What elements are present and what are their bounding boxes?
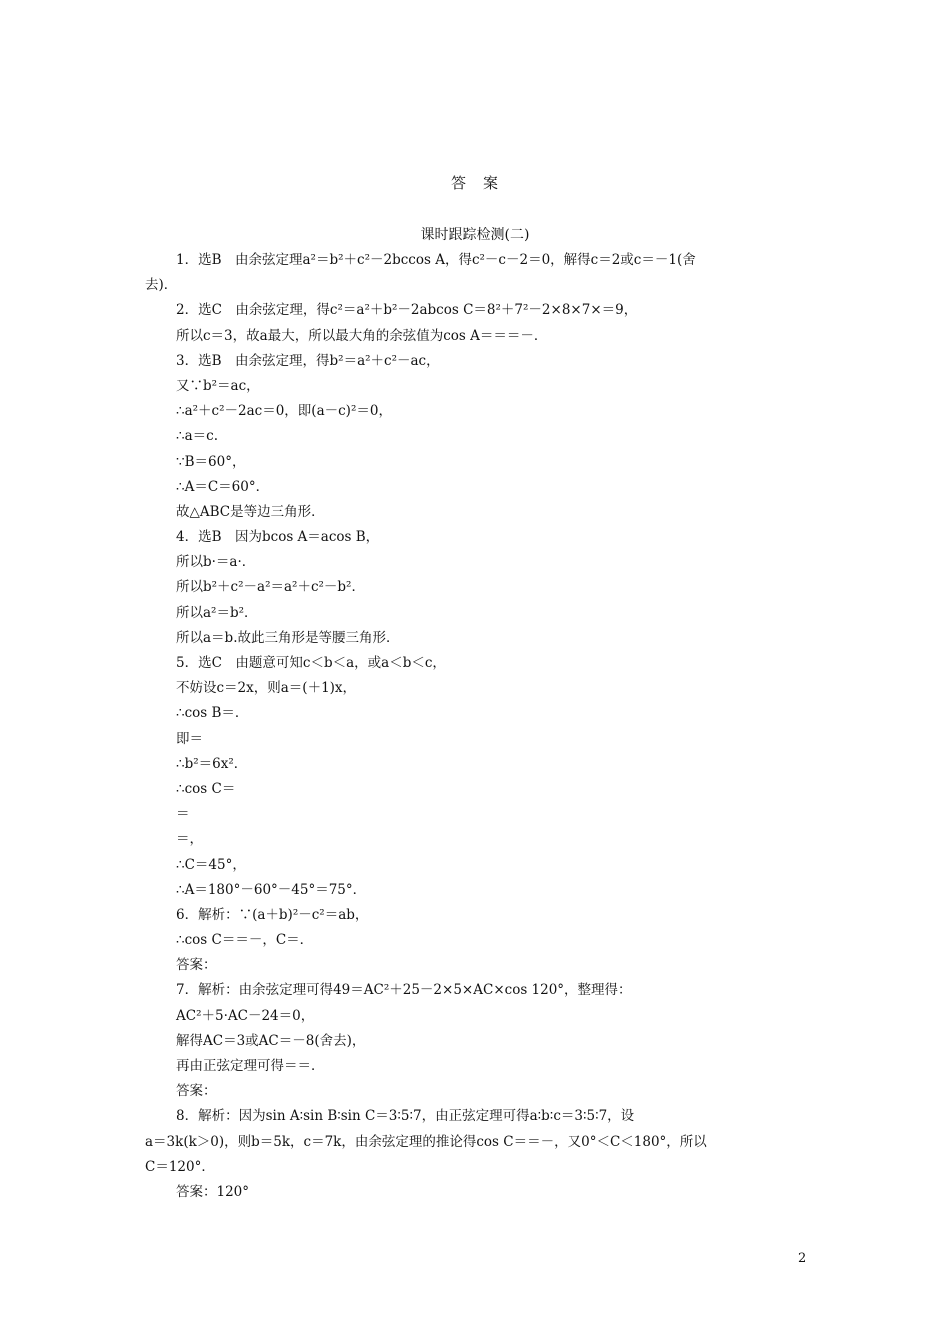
text-line: ∴a＝c.	[176, 428, 218, 445]
text-line: 7．解析：由余弦定理可得49＝AC²＋25－2×5×AC×cos 120°，整理得：	[176, 982, 632, 999]
text-line: 不妨设c＝2x，则a＝(＋1)x，	[176, 680, 357, 697]
text-line: ∴A＝180°－60°－45°＝75°．	[176, 881, 367, 898]
text-line: 解得AC＝3或AC＝－8(舍去)，	[176, 1032, 366, 1049]
answer-body	[145, 248, 810, 1205]
text-line: C＝120°．	[145, 1158, 215, 1175]
text-line: AC²＋5·AC－24＝0，	[176, 1007, 315, 1024]
text-line: 又∵b²＝ac，	[176, 377, 260, 394]
text-line: 即＝	[176, 730, 203, 747]
text-line: 所以b²＋c²－a²＝a²＋c²－b²．	[176, 579, 365, 596]
text-line: 所以a²＝b²．	[176, 604, 258, 621]
text-line: 再由正弦定理可得＝＝．	[176, 1058, 325, 1074]
text-line: ∴C＝45°，	[176, 856, 246, 873]
section-subtitle: 课时跟踪检测(二)	[420, 227, 530, 243]
text-line: 答案：120°	[176, 1183, 250, 1200]
page-number: 2	[798, 1251, 807, 1266]
text-line: ∵B＝60°，	[176, 453, 246, 470]
text-line: ∴A＝C＝60°．	[176, 478, 270, 495]
text-line: ∴cos C＝	[176, 780, 236, 797]
text-line: 8．解析：因为sin A∶sin B∶sin C＝3∶5∶7，由正弦定理可得a∶b∶c＝3∶5∶7，设	[176, 1108, 635, 1125]
text-line: 1．选B 由余弦定理a²＝b²＋c²－2bccos A，得c²－c－2＝0，解得c＝2或c＝－1(舍	[176, 252, 696, 268]
text-line: 2．选C 由余弦定理，得c²＝a²＋b²－2abcos C＝8²＋7²－2×8×7×＝9，	[176, 302, 638, 319]
text-line: ＝	[176, 806, 190, 823]
text-line: a＝3k(k＞0)，则b＝5k，c＝7k，由余弦定理的推论得cos C＝＝－，又0°＜C＜180°，所以	[145, 1133, 707, 1150]
text-line: 所以a＝b.故此三角形是等腰三角形．	[176, 629, 400, 646]
text-line: ＝，	[176, 831, 203, 848]
text-line: 答案：	[176, 957, 217, 974]
text-line: ∴a²＋c²－2ac＝0，即(a－c)²＝0，	[176, 403, 392, 420]
text-line: 去)．	[145, 277, 178, 294]
text-line: 故△ABC是等边三角形．	[176, 503, 325, 520]
text-line: 5．选C 由题意可知c＜b＜a，或a＜b＜c，	[176, 655, 446, 671]
text-line: 6．解析：∵(a＋b)²－c²＝ab，	[176, 906, 369, 923]
text-line: 3．选B 由余弦定理，得b²＝a²＋c²－ac，	[176, 352, 440, 369]
text-line: ∴cos B＝．	[176, 705, 249, 722]
text-line: 所以c＝3，故a最大，所以最大角的余弦值为cos A＝＝＝－．	[176, 327, 548, 344]
text-line: 所以b·＝a·．	[176, 554, 256, 571]
text-line: ∴b²＝6x²．	[176, 755, 248, 772]
text-line: 4．选B 因为bcos A＝acos B，	[176, 529, 380, 546]
page-title: 答 案	[450, 174, 499, 192]
text-line: ∴cos C＝＝－，C＝．	[176, 932, 314, 949]
text-line: 答案：	[176, 1083, 217, 1100]
